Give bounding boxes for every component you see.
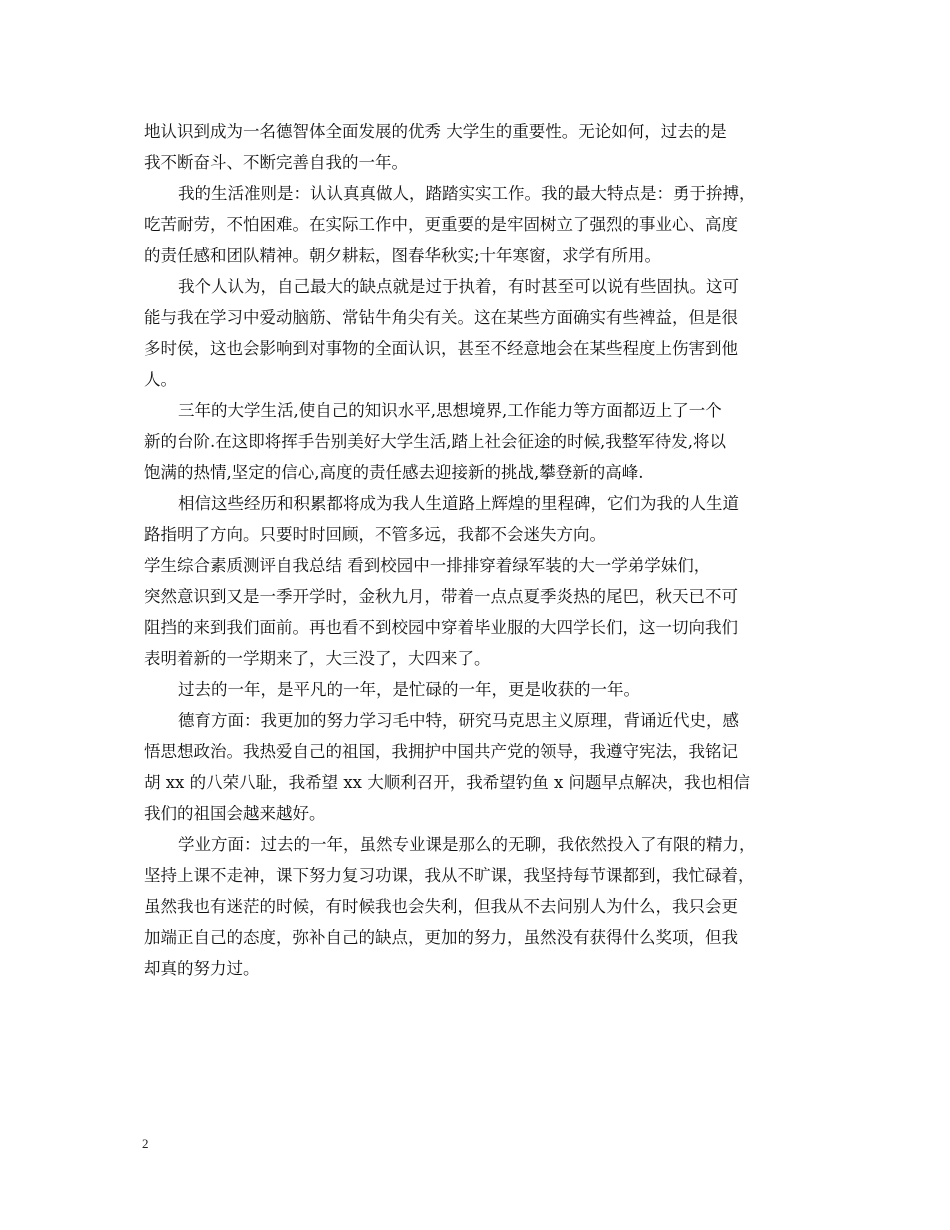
text-line: 悟思想政治。我热爱自己的祖国，我拥护中国共产党的领导，我遵守宪法，我铭记 [144,742,738,761]
text-line: 阻挡的来到我们面前。再也看不到校园中穿着毕业服的大四学长们，这一切向我们 [144,618,738,637]
text-line: 多时侯，这也会影响到对事物的全面认识，甚至不经意地会在某些程度上伤害到他 [144,339,738,358]
text-line: 路指明了方向。只要时时回顾，不管多远，我都不会迷失方向。 [144,525,606,544]
text-line: 学生综合素质测评自我总结 看到校园中一排排穿着绿军装的大一学弟学妹们， [144,556,711,575]
text-line: 学业方面：过去的一年，虽然专业课是那么的无聊，我依然投入了有限的精力， [178,835,756,854]
text-line: 胡 xx 的八荣八耻，我希望 xx 大顺利召开，我希望钓鱼 x 问题早点解决，我也相信 [144,773,750,792]
text-line: 地认识到成为一名德智体全面发展的优秀 大学生的重要性。无论如何，过去的是 [144,122,727,141]
text-line: 能与我在学习中爱动脑筋、常钻牛角尖有关。这在某些方面确实有些裨益，但是很 [144,308,738,327]
document-body [144,116,824,984]
text-line: 我个人认为，自己最大的缺点就是过于执着，有时甚至可以说有些固执。这可 [178,277,739,296]
text-line: 吃苦耐劳，不怕困难。在实际工作中，更重要的是牢固树立了强烈的事业心、高度 [144,215,738,234]
text-line: 德育方面：我更加的努力学习毛中特，研究马克思主义原理，背诵近代史，感 [178,711,739,730]
text-line: 我的生活准则是：认认真真做人，踏踏实实工作。我的最大特点是：勇于拚搏， [178,184,756,203]
text-line: 我不断奋斗、不断完善自我的一年。 [144,153,408,172]
text-line: 却真的努力过。 [144,959,260,978]
text-line: 过去的一年，是平凡的一年，是忙碌的一年，更是收获的一年。 [178,680,640,699]
text-line: 突然意识到又是一季开学时，金秋九月，带着一点点夏季炎热的尾巴，秋天已不可 [144,587,738,606]
text-line: 坚持上课不走神，课下努力复习功课，我从不旷课，我坚持每节课都到，我忙碌着， [144,866,755,885]
text-line: 人。 [144,370,177,389]
text-line: 虽然我也有迷茫的时候，有时候我也会失利，但我从不去问别人为什么，我只会更 [144,897,738,916]
text-line: 饱满的热情,坚定的信心,高度的责任感去迎接新的挑战,攀登新的高峰. [144,463,644,482]
page-number: 2 [142,1136,149,1151]
text-line: 我们的祖国会越来越好。 [144,804,326,823]
text-line: 的责任感和团队精神。朝夕耕耘，图春华秋实;十年寒窗，求学有所用。 [144,246,662,265]
text-line: 加端正自己的态度，弥补自己的缺点，更加的努力，虽然没有获得什么奖项，但我 [144,928,738,947]
text-line: 相信这些经历和积累都将成为我人生道路上辉煌的里程碑，它们为我的人生道 [178,494,739,513]
text-line: 新的台阶.在这即将挥手告别美好大学生活,踏上社会征途的时候,我整军待发,将以 [144,432,726,451]
text-line: 表明着新的一学期来了，大三没了，大四来了。 [144,649,491,668]
text-line: 三年的大学生活,使自己的知识水平,思想境界,工作能力等方面都迈上了一个 [178,401,722,420]
